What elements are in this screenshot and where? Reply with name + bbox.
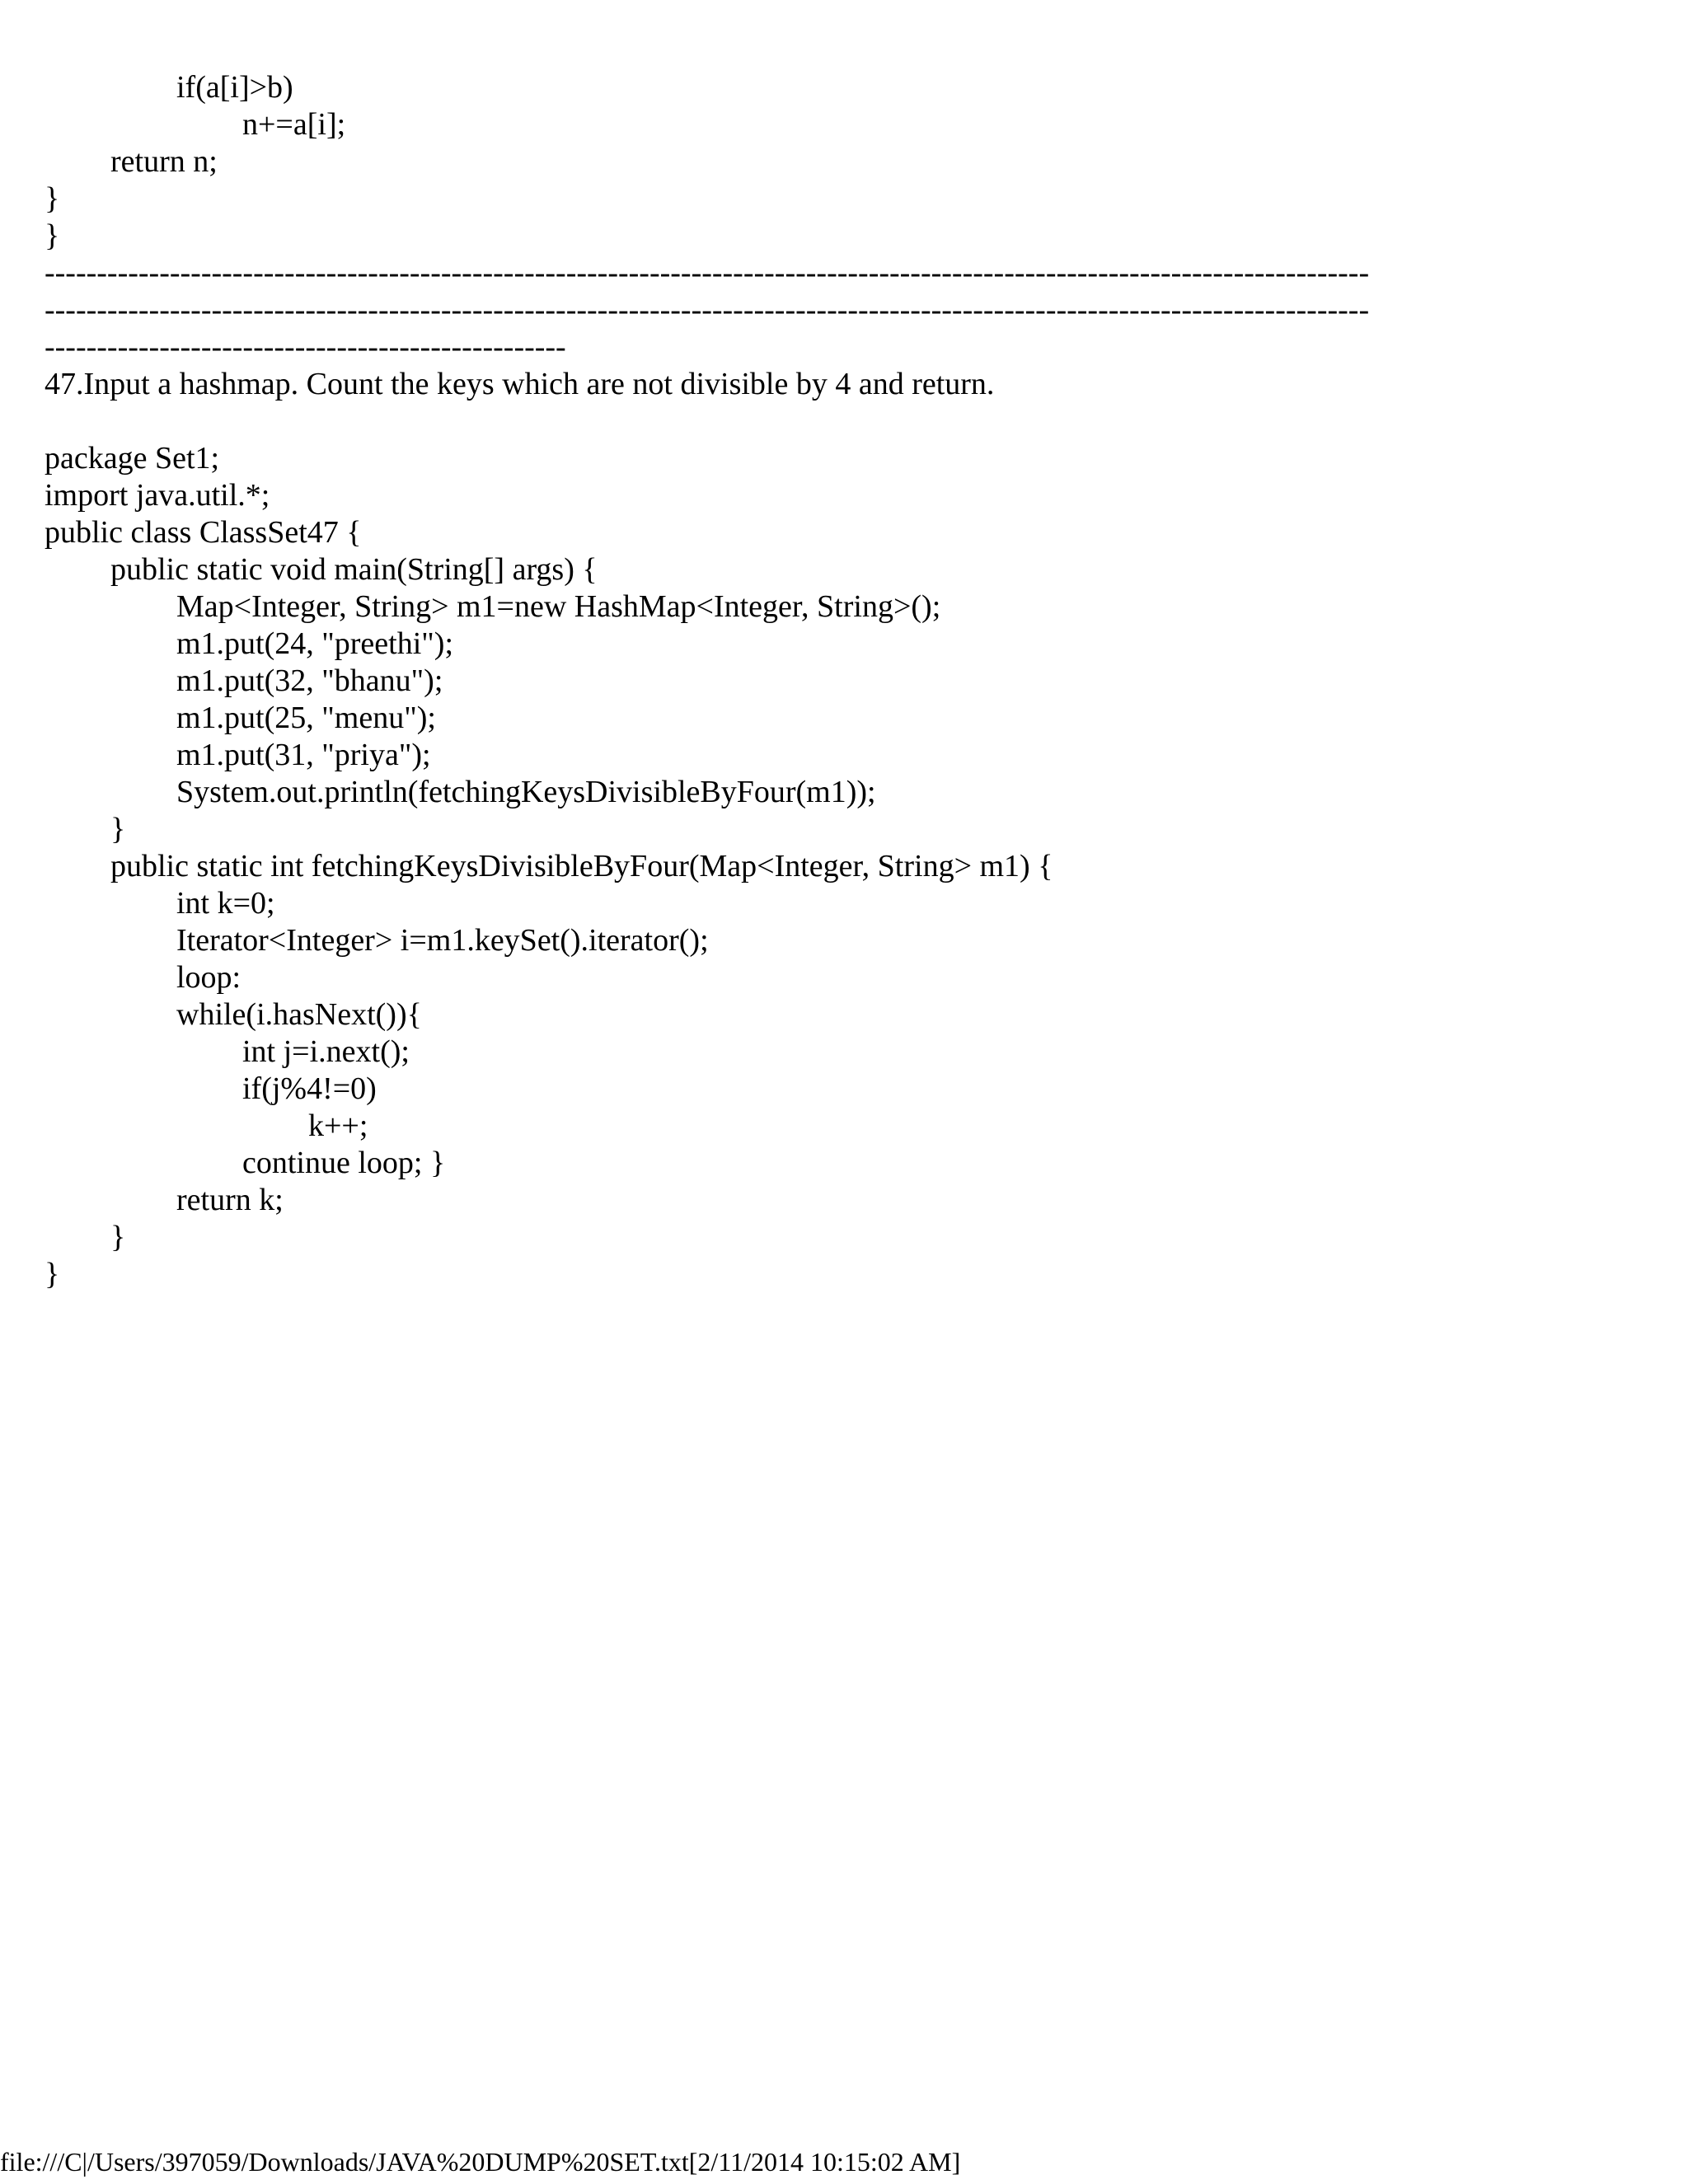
code-line: loop: (176, 960, 241, 995)
separator-line: -------------------------------------------------- (45, 330, 566, 364)
code-line: } (45, 218, 60, 253)
code-line: } (45, 181, 60, 216)
code-line: if(a[i]>b) (176, 70, 293, 105)
code-line: int k=0; (176, 886, 275, 921)
code-line: Map<Integer, String> m1=new HashMap<Integer, String>(); (176, 589, 941, 624)
code-line: } (45, 1257, 60, 1291)
code-line: } (110, 1220, 126, 1254)
code-line: continue loop; } (242, 1146, 446, 1180)
question-heading: 47.Input a hashmap. Count the keys which are not divisible by 4 and return. (45, 367, 995, 401)
code-line: if(j%4!=0) (242, 1071, 377, 1106)
code-line: return k; (176, 1183, 284, 1217)
code-line: public static int fetchingKeysDivisibleByFour(Map<Integer, String> m1) { (110, 849, 1053, 883)
code-line: import java.util.*; (45, 478, 270, 513)
blank-line (45, 403, 1643, 440)
code-line: while(i.hasNext()){ (176, 997, 422, 1032)
code-line: k++; (308, 1108, 368, 1143)
code-line: System.out.println(fetchingKeysDivisibleByFour(m1)); (176, 775, 876, 809)
code-line: int j=i.next(); (242, 1034, 410, 1069)
separator-line: ------------------------------------------------------------------------------------------------------------------------------- (45, 293, 1370, 327)
file-path-footer: file:///C|/Users/397059/Downloads/JAVA%20DUMP%20SET.txt[2/11/2014 10:15:02 AM] (0, 2147, 961, 2177)
code-line: m1.put(31, "priya"); (176, 738, 431, 772)
code-line: m1.put(32, "bhanu"); (176, 663, 443, 698)
code-listing (45, 69, 1643, 1293)
code-line: m1.put(25, "menu"); (176, 701, 436, 735)
code-line: public static void main(String[] args) { (110, 552, 598, 587)
code-line: } (110, 812, 126, 846)
code-line: n+=a[i]; (242, 107, 346, 142)
code-line: return n; (110, 144, 218, 179)
code-line: Iterator<Integer> i=m1.keySet().iterator(); (176, 923, 709, 958)
code-line: public class ClassSet47 { (45, 515, 362, 550)
code-line: m1.put(24, "preethi"); (176, 626, 454, 661)
separator-line: ------------------------------------------------------------------------------------------------------------------------------- (45, 255, 1370, 290)
code-line: package Set1; (45, 441, 220, 476)
